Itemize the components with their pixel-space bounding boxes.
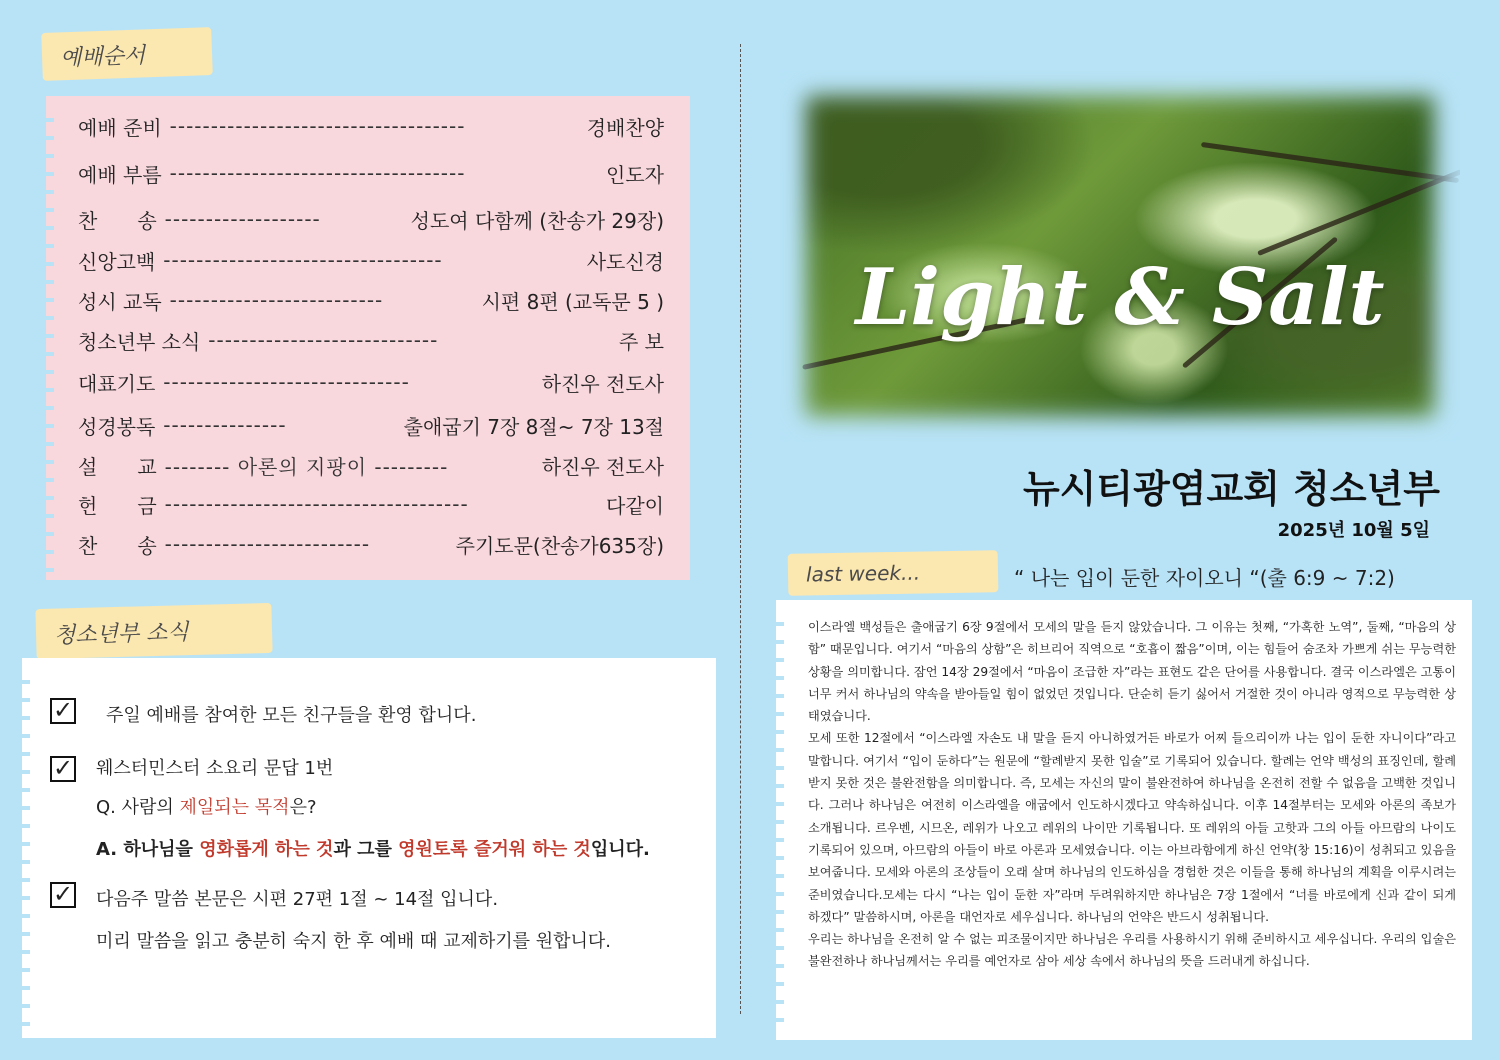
order-item-label: 예배 부름	[78, 162, 162, 187]
order-item-value: 하진우 전도사	[541, 371, 664, 396]
order-item-label: 청소년부 소식	[78, 329, 201, 354]
order-item	[78, 404, 664, 446]
order-item-label: 헌 금	[78, 493, 157, 518]
order-item-leader: ----------------------------------	[163, 248, 443, 272]
order-item-label: 예배 준비	[78, 115, 162, 140]
order-item-label: 대표기도	[78, 371, 156, 396]
order-item-leader: ------------------------------	[163, 370, 410, 394]
order-item-label: 찬 송	[78, 533, 157, 558]
question-prefix: Q. 사람의	[96, 797, 180, 818]
order-item	[78, 320, 664, 360]
youth-news-panel	[22, 658, 716, 1038]
fold-divider	[740, 44, 741, 1014]
order-item-value: 성도여 다함께 (찬송가 29장)	[410, 208, 664, 233]
order-item	[78, 198, 664, 240]
order-item-value: 출애굽기 7장 8절~ 7장 13절	[403, 414, 664, 439]
order-item-value: 경배찬양	[586, 115, 664, 140]
order-item-label: 신앙고백	[78, 249, 156, 274]
cover-photo-trees	[780, 70, 1460, 442]
order-item-value: 주기도문(찬송가635장)	[455, 533, 664, 558]
order-item-value: 다같이	[606, 493, 664, 518]
next-week-text: 다음주 말씀 본문은 시편 27편 1절 ~ 14절 입니다.	[96, 889, 499, 910]
order-item-value: 인도자	[606, 162, 664, 187]
order-item-label: 성시 교독	[78, 289, 162, 314]
order-item-leader: ----------------------------	[208, 328, 439, 352]
cover-title: Light & Salt	[855, 252, 1385, 343]
order-item-label: 성경봉독	[78, 414, 156, 439]
order-item-label: 찬 송	[78, 208, 157, 233]
question-suffix: 은?	[289, 797, 317, 818]
answer-suffix: 입니다.	[590, 839, 650, 860]
sermon-summary-panel	[776, 600, 1472, 1040]
order-tape-label: 예배순서	[41, 27, 213, 81]
order-item-value: 하진우 전도사	[541, 454, 664, 479]
order-item	[78, 524, 664, 564]
news-item-text: 주일 예배를 참여한 모든 친구들을 환영 합니다.	[106, 705, 477, 726]
order-item	[78, 484, 664, 524]
sermon-paragraph: 모세 또한 12절에서 “이스라엘 자손도 내 말을 듣지 아니하였거든 바로가 어찌 들으리이까 나는 입이 둔한 자니이다”라고 말합니다. 여기서 “입이 둔하다”는 원문에 “할례받지 못한 입술”로 기록되어 있습니다. 할례는 언약 백성의 표징인데, 할례받지 못한 것은 불완전함을 의미합니다. 즉, 모세는 자신의 말이 불완전하여 하나님을 온전히 전할 수 없음을 고백한 것입니다. 그러나 하나님은 여전히 이스라엘을 애굽에서 인도하시겠다고 약속하십니다. 이후 14절부터는 모세와 아론의 족보가 소개됩니다. 르우벤, 시므온, 레위가 나오고 레위의 나이만 기록됩니다. 또 레위의 아들 고핫과 그의 아들 아므람의 나이도 기록되어 있으며, 아므람의 아들이 바로 아론과 모세였습니다. 이는 아브라함에게 하신 언약(창 15:16)이 성취되고 있음을 보여줍니다. 모세와 아론의 조상들이 오래 살며 하나님의 인도하심을 경험한 것은 이들을 통해 하나님의 계획을 이루시려는 준비였습니다.모세는 다시 “나는 입이 둔한 자”라며 두려워하지만 하나님은 7장 1절에서 “너를 바로에게 신과 같이 되게 하겠다” 말씀하시며, 아론을 대언자로 세우십니다. 하나님의 언약은 반드시 성취됩니다.	[808, 731, 1456, 924]
answer-highlight-1: 영화롭게 하는 것	[199, 839, 334, 860]
branch-shape	[1201, 142, 1459, 183]
spiral-binding	[776, 608, 784, 1032]
catechism-question	[96, 790, 686, 832]
order-item-value: 주 보	[619, 329, 664, 354]
question-highlight: 제일되는 목적	[179, 797, 290, 818]
order-item-value: 시편 8편 (교독문 5 )	[481, 289, 664, 314]
order-item	[78, 240, 664, 280]
order-item	[78, 104, 664, 148]
order-item	[78, 148, 664, 198]
checkbox-checked-icon: ✓	[50, 756, 76, 782]
sermon-paragraph: 우리는 하나님을 온전히 알 수 없는 피조물이지만 하나님은 우리를 사용하시기 위해 준비하시고 세우십니다. 우리의 입술은 불완전하나 하나님께서는 우리를 예언자로 삼아 세상 속에서 하나님의 뜻을 드러내게 하십니다.	[808, 932, 1456, 969]
checkbox-checked-icon: ✓	[50, 882, 76, 908]
answer-mid: 과 그를	[333, 839, 399, 860]
church-name: 뉴시티광염교회 청소년부	[1022, 467, 1440, 511]
order-item	[78, 360, 664, 404]
order-item-leader: -------- 아론의 지팡이 ---------	[164, 454, 449, 479]
news-item-next-week	[50, 882, 686, 960]
catechism-title: 웨스터민스터 소요리 문답 1번	[96, 758, 334, 779]
order-of-worship-panel	[46, 96, 690, 580]
news-item-catechism	[50, 756, 686, 872]
lastweek-tape-label: last week...	[788, 550, 999, 596]
order-item-leader: -------------------------------------	[164, 492, 469, 516]
order-item-leader: ------------------------------------	[169, 114, 466, 138]
sermon-title: “ 나는 입이 둔한 자이오니 “(출 6:9 ~ 7:2)	[1014, 566, 1395, 590]
spiral-binding	[16, 666, 30, 1030]
order-item	[78, 446, 664, 484]
spiral-binding	[40, 104, 54, 572]
answer-highlight-2: 영원토록 즐거워 하는 것	[398, 839, 591, 860]
checkbox-checked-icon: ✓	[50, 698, 76, 724]
news-item-welcome	[50, 698, 686, 734]
next-week-text-2: 미리 말씀을 읽고 충분히 숙지 한 후 예배 때 교제하기를 원합니다.	[96, 931, 612, 952]
order-item-leader: -------------------	[164, 207, 321, 231]
bulletin-date: 2025년 10월 5일	[1277, 520, 1430, 541]
order-item	[78, 280, 664, 320]
order-item-leader: -------------------------	[164, 532, 371, 556]
order-item-value: 사도신경	[586, 249, 664, 274]
order-item-leader: --------------------------	[169, 288, 384, 312]
sermon-paragraph: 이스라엘 백성들은 출애굽기 6장 9절에서 모세의 말을 듣지 않았습니다. 그 이유는 첫째, “가혹한 노역”, 둘째, “마음의 상함” 때문입니다. 여기서 “마음의 상함”은 히브리어 직역으로 “호흡이 짧음”이며, 이는 힘들어 숨조차 가쁘게 쉬는 무능력한 상황을 의미합니다. 잠언 14장 29절에서 “마음이 조급한 자”라는 표현도 같은 단어를 사용합니다. 결국 이스라엘은 고통이 너무 커서 하나님의 약속을 받아들일 힘이 없었던 것입니다. 단순히 듣기 싫어서 거절한 것이 아니라 영적으로 무능력한 상태였습니다.	[808, 620, 1456, 724]
answer-prefix: A. 하나님을	[96, 839, 200, 860]
order-item-label: 설 교	[78, 454, 157, 479]
order-item-leader: ---------------	[163, 413, 287, 437]
news-tape-label: 청소년부 소식	[35, 603, 272, 659]
order-list	[78, 104, 664, 564]
order-item-leader: ------------------------------------	[169, 161, 466, 185]
catechism-answer	[96, 832, 686, 872]
branch-shape	[1257, 169, 1460, 256]
